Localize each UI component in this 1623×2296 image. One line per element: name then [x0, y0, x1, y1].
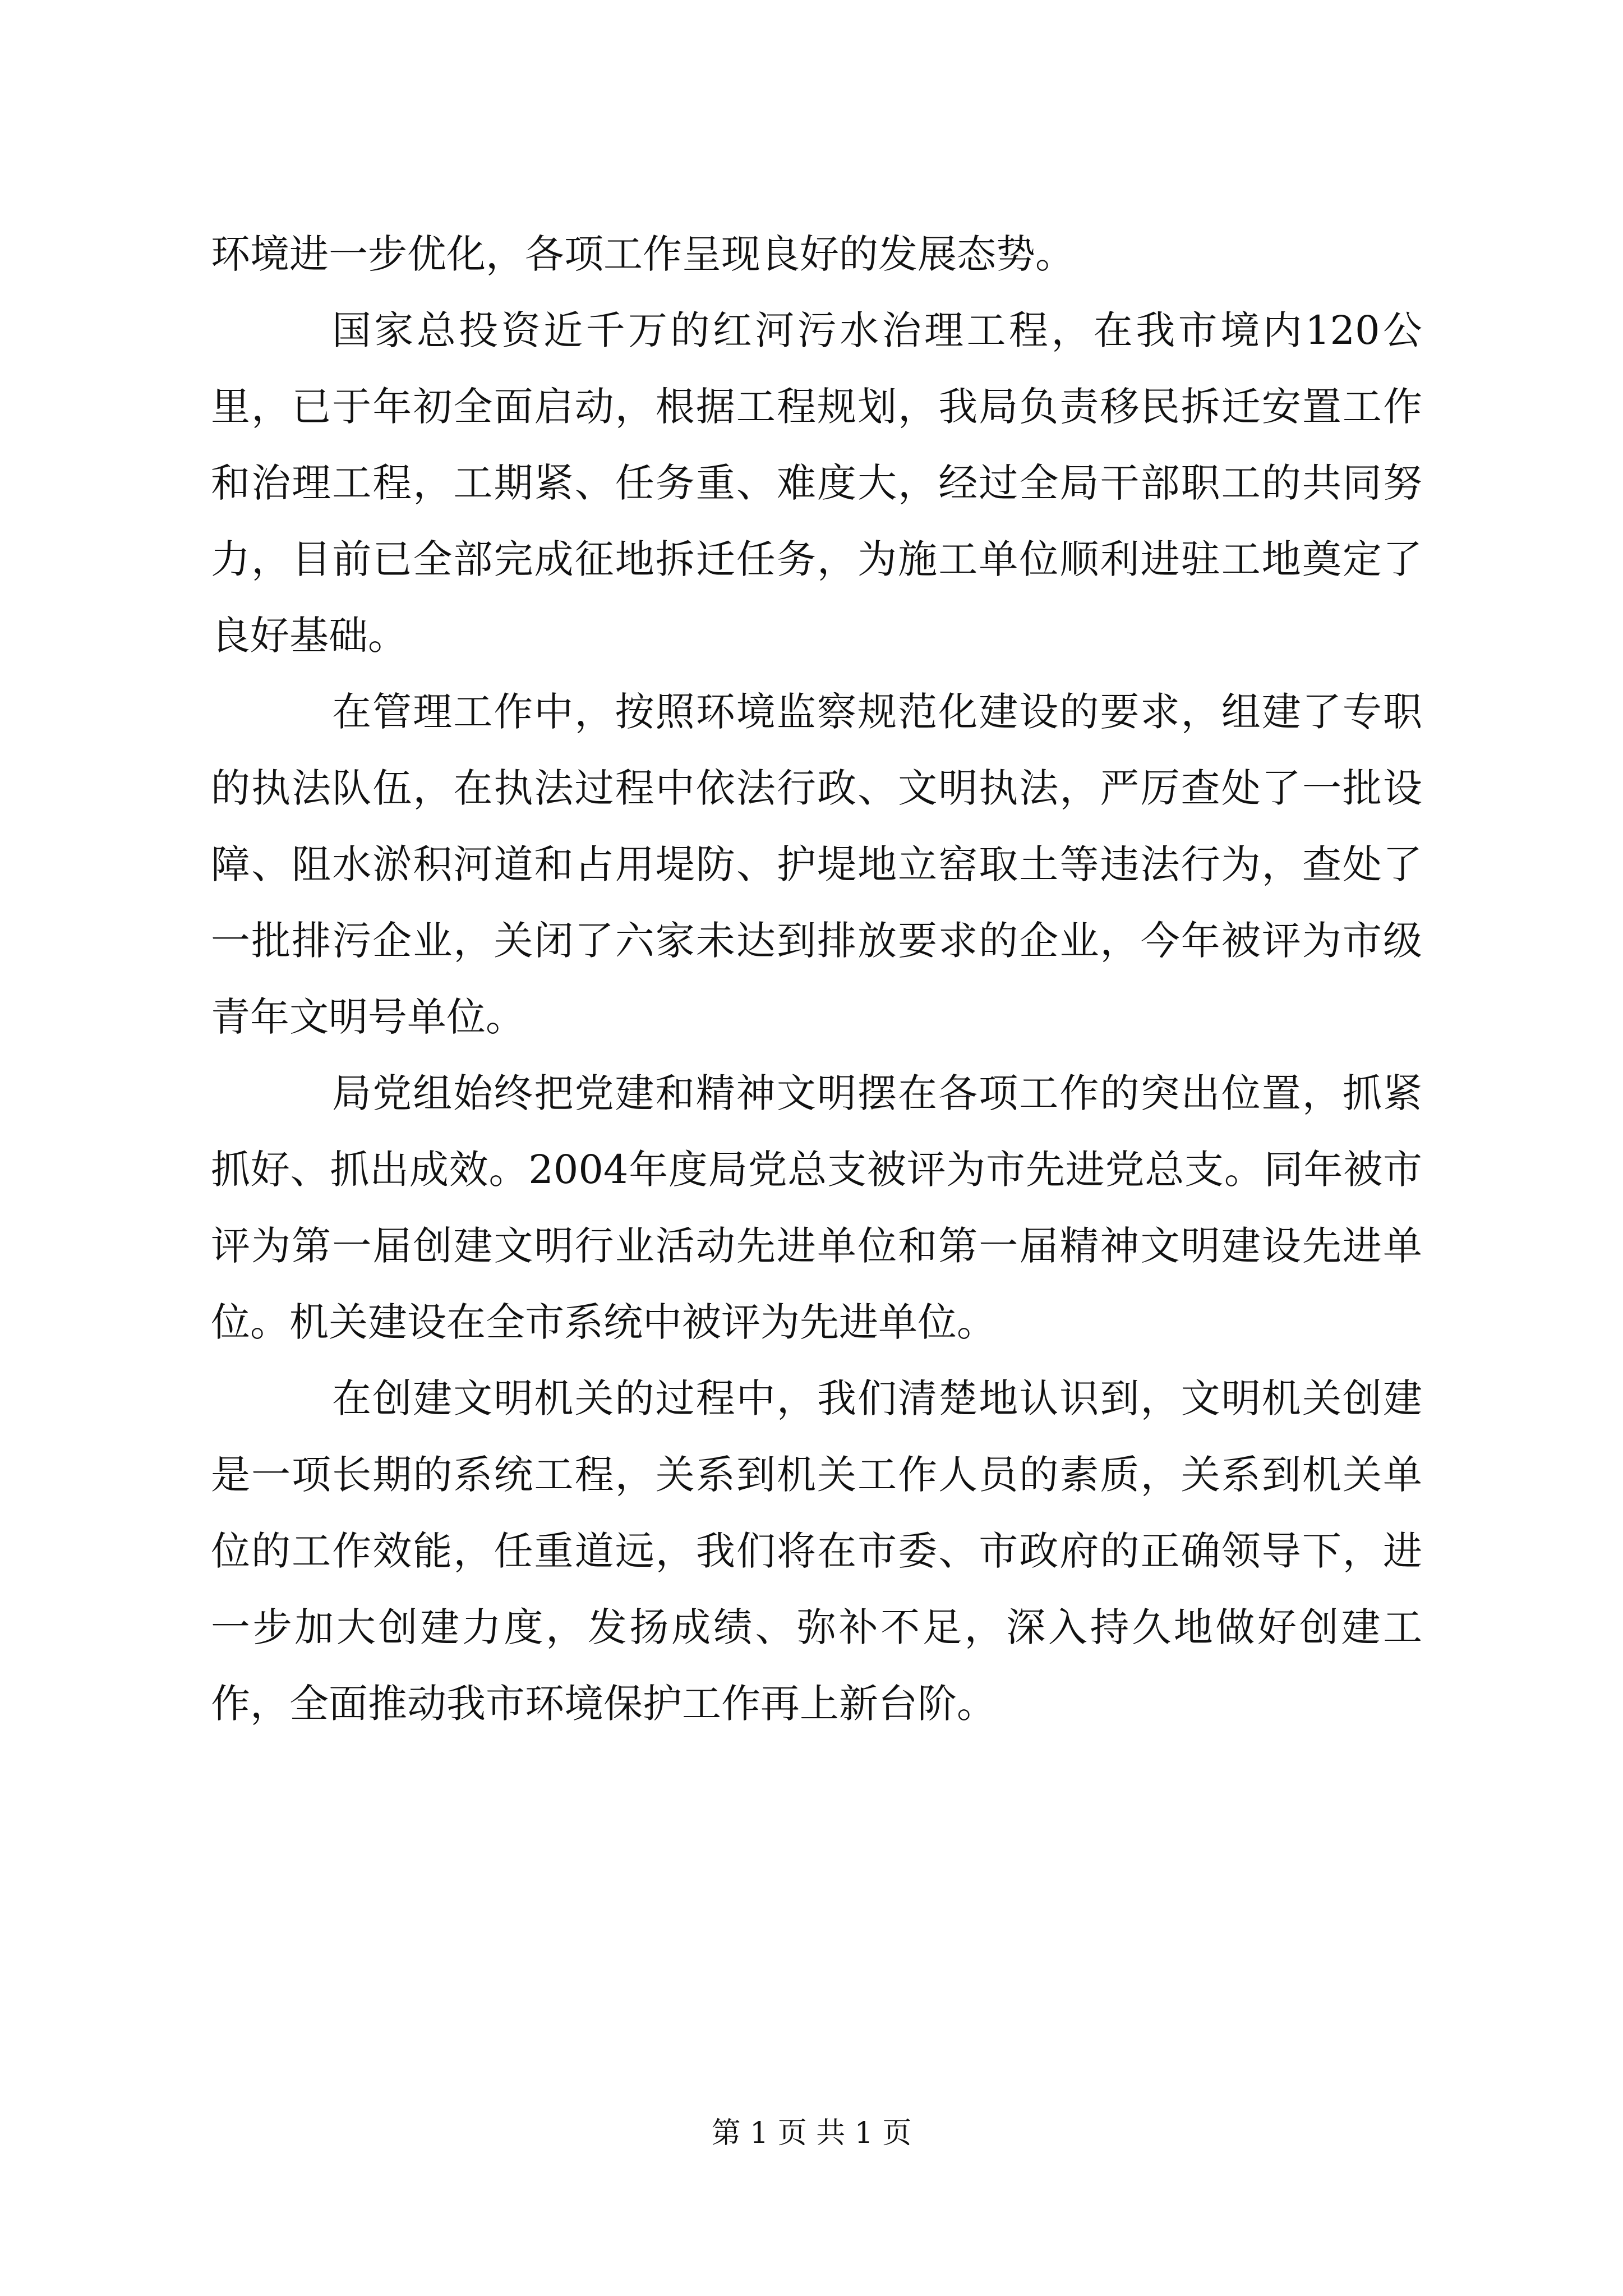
paragraph-conclusion: 在创建文明机关的过程中，我们清楚地认识到，文明机关创建是一项长期的系统工程，关系到机关工作人员的素质，关系到机关单位的工作效能，任重道远，我们将在市委、市政府的正确领导下，进一步加大创建力度，发扬成绩、弥补不足，深入持久地做好创建工作，全面推动我市环境保护工作再上新台阶。 [211, 1375, 1422, 1727]
page-footer: 第 1 页 共 1 页 [711, 2116, 912, 2150]
document-body [211, 216, 1422, 1742]
paragraph-party-building: 局党组始终把党建和精神文明摆在各项工作的突出位置，抓紧抓好、抓出成效。2004年度局党总支被评为市先进党总支。同年被市评为第一届创建文明行业活动先进单位和第一届精神文明建设先进单位。机关建设在全市系统中被评为先进单位。 [211, 1070, 1422, 1345]
paragraph-management-work: 在管理工作中，按照环境监察规范化建设的要求，组建了专职的执法队伍，在执法过程中依法行政、文明执法，严厉查处了一批设障、阻水淤积河道和占用堤防、护堤地立窑取土等违法行为，查处了一批排污企业，关闭了六家未达到排放要求的企业，今年被评为市级青年文明号单位。 [211, 689, 1422, 1040]
paragraph-river-project: 国家总投资近千万的红河污水治理工程，在我市境内120公里，已于年初全面启动，根据工程规划，我局负责移民拆迁安置工作和治理工程，工期紧、任务重、难度大，经过全局干部职工的共同努力，目前已全部完成征地拆迁任务，为施工单位顺利进驻工地奠定了良好基础。 [211, 307, 1422, 659]
paragraph-continuation: 环境进一步优化，各项工作呈现良好的发展态势。 [211, 231, 1075, 277]
